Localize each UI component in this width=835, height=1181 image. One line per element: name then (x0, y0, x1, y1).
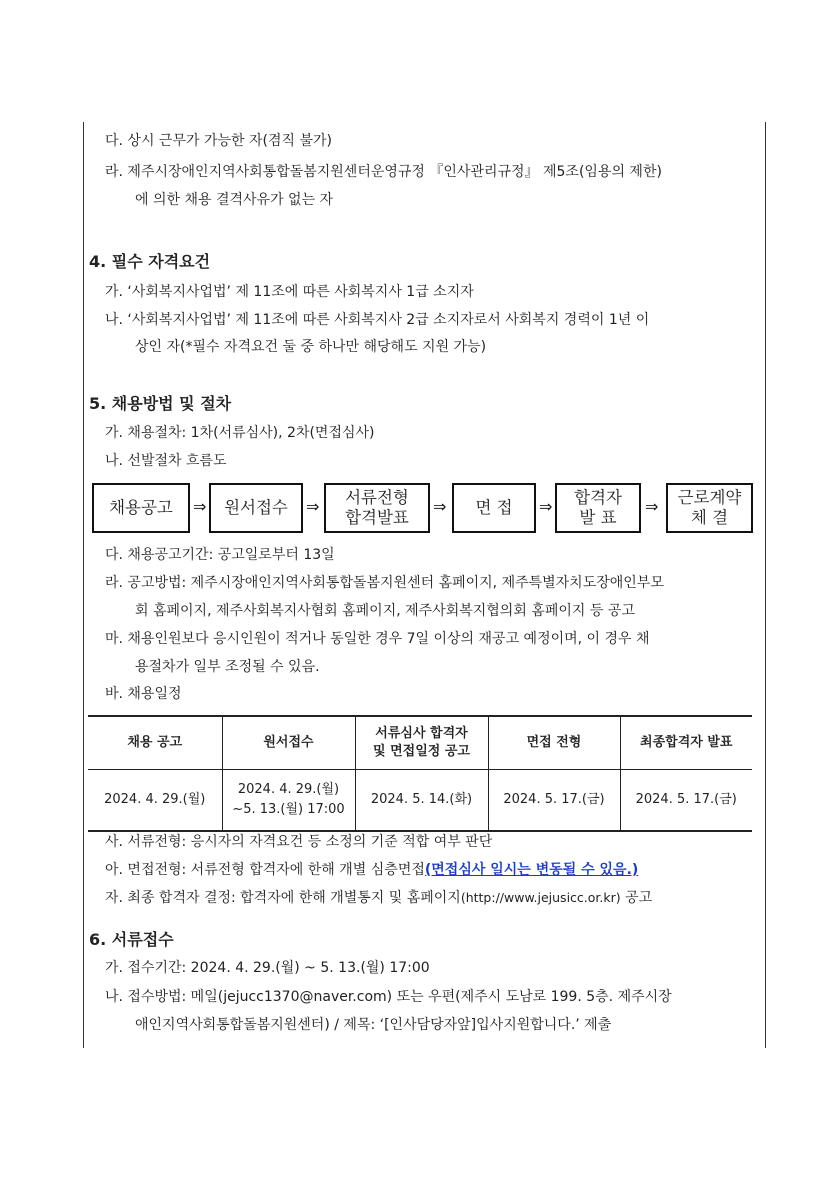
schedule-table (88, 715, 752, 832)
flow-step-final-result (555, 483, 641, 533)
schedule-cell-document-result: 2024. 5. 14.(화) (355, 770, 488, 832)
section5-item-ra-line2: 회 홈페이지, 제주사회복지사협회 홈페이지, 제주사회복지협의회 홈페이지 등 공고 (135, 603, 635, 619)
flow-arrow-4: ⇒ (539, 497, 553, 516)
schedule-header-interview: 면접 전형 (488, 716, 620, 770)
flow-step-interview-label: 면 접 (475, 498, 513, 517)
section6-title: 6. 서류접수 (89, 930, 174, 949)
flow-step-application-label: 원서접수 (224, 498, 288, 517)
section5-item-ja-text: 자. 최종 합격자 결정: 합격자에 한해 개별통지 및 홈페이지 (105, 890, 461, 906)
item-da-concurrent: 다. 상시 근무가 가능한 자(겸직 불가) (105, 133, 332, 149)
interview-change-notice-link[interactable]: (면접심사 일시는 변동될 수 있음.) (424, 862, 639, 878)
flow-arrow-2: ⇒ (306, 497, 320, 516)
section5-title: 5. 채용방법 및 절차 (89, 394, 232, 413)
left-border (83, 122, 84, 1048)
section4-title: 4. 필수 자격요건 (89, 252, 211, 271)
schedule-header-application: 원서접수 (222, 716, 355, 770)
section4-item-ga: 가. ‘사회복지사업법’ 제 11조에 따른 사회복지사 1급 소지자 (105, 284, 474, 300)
schedule-cell-final: 2024. 5. 17.(금) (620, 770, 752, 832)
section5-item-ma-line1: 마. 채용인원보다 응시인원이 적거나 동일한 경우 7일 이상의 재공고 예정이며, 이 경우 채 (105, 631, 650, 647)
schedule-header-announcement: 채용 공고 (88, 716, 222, 770)
flow-step-interview (452, 483, 536, 533)
section5-item-na: 나. 선발절차 흐름도 (105, 453, 227, 469)
flow-step-document-result (324, 483, 430, 533)
section4-item-na-line2: 상인 자(*필수 자격요건 둘 중 하나만 해당해도 지원 가능) (135, 339, 487, 355)
flow-step-document-result-line1: 서류전형 (345, 488, 409, 507)
schedule-cell-application (222, 770, 355, 832)
section6-item-na-line2: 애인지역사회통합돌봄지원센터) / 제목: ‘[인사담당자앞]입사지원합니다.’ 제출 (135, 1017, 612, 1033)
flow-step-final-result-line2: 발 표 (579, 508, 617, 527)
flow-step-final-result-line1: 합격자 (574, 488, 622, 507)
section6-item-na-line1: 나. 접수방법: 메일(jejucc1370@naver.com) 또는 우편(제주시 도남로 199. 5층. 제주시장 (105, 989, 672, 1005)
schedule-cell-application-line1: 2024. 4. 29.(월) (237, 782, 340, 797)
item-ra-regulation-line2: 에 의한 채용 결격사유가 없는 자 (135, 192, 334, 208)
schedule-header-document-result-line2: 및 면접일정 공고 (373, 744, 470, 759)
section5-item-ra-line1: 라. 공고방법: 제주시장애인지역사회통합돌봄지원센터 홈페이지, 제주특별자치도장애인부모 (105, 575, 664, 591)
flow-step-application (209, 483, 303, 533)
flow-arrow-3: ⇒ (433, 497, 447, 516)
section5-item-sa: 사. 서류전형: 응시자의 자격요건 등 소정의 기준 적합 여부 판단 (105, 834, 493, 850)
section5-item-ba: 바. 채용일정 (105, 686, 182, 702)
section5-item-ga: 가. 채용절차: 1차(서류심사), 2차(면접심사) (105, 425, 375, 441)
flow-step-contract (666, 483, 753, 533)
section5-item-a (105, 860, 638, 880)
homepage-url-link[interactable]: (http://www.jejusicc.or.kr) (460, 890, 621, 905)
schedule-header-document-result (355, 716, 488, 770)
schedule-header-final: 최종합격자 발표 (620, 716, 752, 770)
flow-step-contract-line1: 근로계약 (677, 488, 742, 507)
schedule-header-document-result-line1: 서류심사 합격자 (375, 726, 468, 741)
flow-arrow-5: ⇒ (645, 497, 659, 516)
flow-arrow-1: ⇒ (193, 497, 207, 516)
section5-item-ja-tail: 공고 (620, 890, 653, 906)
section5-item-da: 다. 채용공고기간: 공고일로부터 13일 (105, 547, 335, 563)
flow-step-announcement-label: 채용공고 (109, 498, 173, 517)
flow-step-announcement (92, 483, 190, 533)
schedule-cell-announcement: 2024. 4. 29.(월) (88, 770, 222, 832)
schedule-cell-application-line2: ~5. 13.(월) 17:00 (232, 802, 345, 817)
flow-step-contract-line2: 체 결 (690, 508, 729, 527)
schedule-header-row (88, 716, 752, 770)
schedule-cell-interview: 2024. 5. 17.(금) (488, 770, 620, 832)
section5-item-a-text: 아. 면접전형: 서류전형 합격자에 한해 개별 심층면접 (105, 862, 425, 878)
flow-step-document-result-line2: 합격발표 (345, 508, 409, 527)
section4-item-na-line1: 나. ‘사회복지사업법’ 제 11조에 따른 사회복지사 2급 소지자로서 사회복지 경력이 1년 이 (105, 312, 650, 328)
schedule-row (88, 770, 752, 832)
right-border (765, 122, 766, 1048)
item-ra-regulation-line1: 라. 제주시장애인지역사회통합돌봄지원센터운영규정 『인사관리규정』 제5조(임용의 제한) (105, 164, 662, 180)
section5-item-ma-line2: 용절차가 일부 조정될 수 있음. (135, 659, 320, 675)
section6-item-ga: 가. 접수기간: 2024. 4. 29.(월) ~ 5. 13.(월) 17:00 (105, 960, 430, 976)
section5-item-ja (105, 888, 652, 908)
